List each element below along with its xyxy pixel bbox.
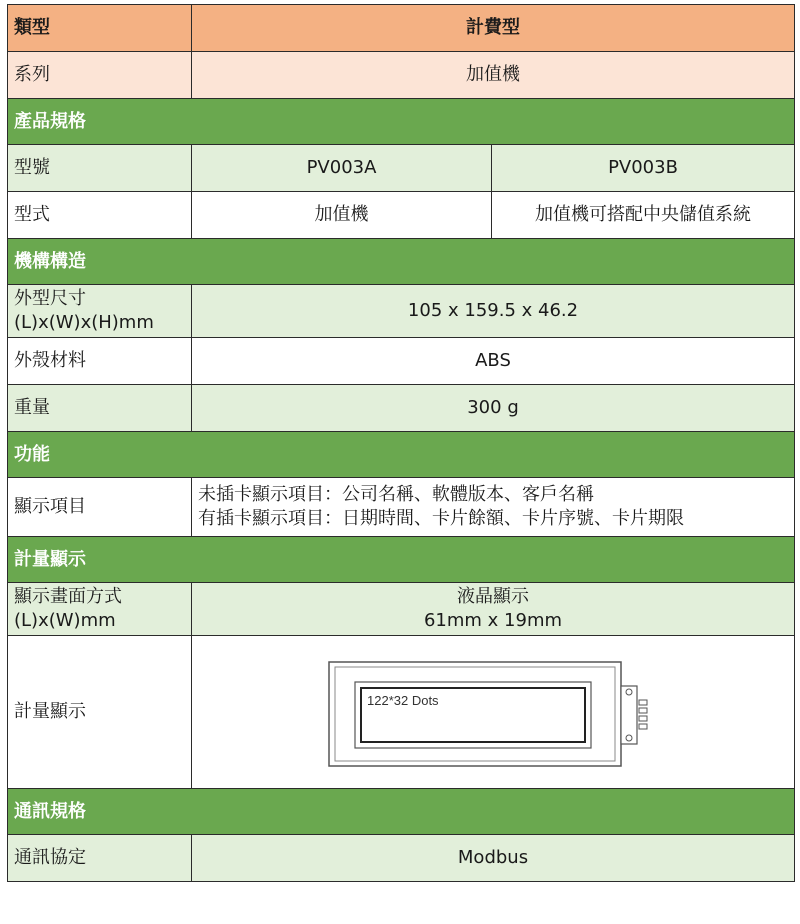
section-mechanism	[8, 239, 795, 285]
display-items-row	[8, 478, 795, 537]
connector-pin-2	[639, 708, 647, 713]
form-b: 加值機可搭配中央儲值系統	[492, 192, 795, 239]
display-figure-row	[8, 636, 795, 789]
form-row	[8, 192, 795, 239]
display-items-line2: 有插卡顯示項目：日期時間、卡片餘額、卡片序號、卡片期限	[198, 508, 684, 529]
type-value: 計費型	[192, 5, 795, 52]
protocol-value: Modbus	[192, 835, 795, 882]
housing-value: ABS	[192, 338, 795, 385]
display-figure-label: 計量顯示	[8, 636, 192, 789]
dimensions-value: 105 x 159.5 x 46.2	[192, 285, 795, 338]
lcd-module-diagram	[323, 652, 663, 772]
weight-row	[8, 385, 795, 432]
series-row	[8, 52, 795, 99]
model-a: PV003A	[192, 145, 492, 192]
type-label: 類型	[8, 5, 192, 52]
connector-pin-1	[639, 700, 647, 705]
weight-value: 300 g	[192, 385, 795, 432]
display-method-value-line1: 液晶顯示	[457, 586, 529, 607]
dimensions-label-line2: (L)x(W)x(H)mm	[14, 312, 154, 333]
dimensions-label	[8, 285, 192, 338]
display-items-label: 顯示項目	[8, 478, 192, 537]
section-title: 通訊規格	[8, 789, 795, 835]
housing-row	[8, 338, 795, 385]
section-function	[8, 432, 795, 478]
display-method-row	[8, 583, 795, 636]
display-items-value	[192, 478, 795, 537]
display-method-value-line2: 61mm x 19mm	[423, 610, 563, 631]
series-value: 加值機	[192, 52, 795, 99]
form-label: 型式	[8, 192, 192, 239]
display-figure-cell	[192, 636, 795, 789]
protocol-row	[8, 835, 795, 882]
section-communication	[8, 789, 795, 835]
display-method-label	[8, 583, 192, 636]
lcd-resolution-text: 122*32 Dots	[367, 693, 439, 708]
model-b: PV003B	[492, 145, 795, 192]
section-title: 功能	[8, 432, 795, 478]
model-label: 型號	[8, 145, 192, 192]
section-title: 計量顯示	[8, 537, 795, 583]
connector-pin-3	[639, 716, 647, 721]
model-row	[8, 145, 795, 192]
display-method-label-line2: (L)x(W)mm	[14, 610, 116, 631]
series-label: 系列	[8, 52, 192, 99]
header-row	[8, 5, 795, 52]
section-title: 機構構造	[8, 239, 795, 285]
section-display	[8, 537, 795, 583]
connector-pin-4	[639, 724, 647, 729]
dimensions-label-line1: 外型尺寸	[14, 288, 86, 309]
housing-label: 外殼材料	[8, 338, 192, 385]
section-product-spec	[8, 99, 795, 145]
spec-table	[7, 4, 795, 882]
display-method-value	[192, 583, 795, 636]
form-a: 加值機	[192, 192, 492, 239]
display-items-line1: 未插卡顯示項目：公司名稱、軟體版本、客戶名稱	[198, 484, 594, 505]
dimensions-row	[8, 285, 795, 338]
display-method-label-line1: 顯示畫面方式	[14, 586, 122, 607]
protocol-label: 通訊協定	[8, 835, 192, 882]
section-title: 產品規格	[8, 99, 795, 145]
weight-label: 重量	[8, 385, 192, 432]
